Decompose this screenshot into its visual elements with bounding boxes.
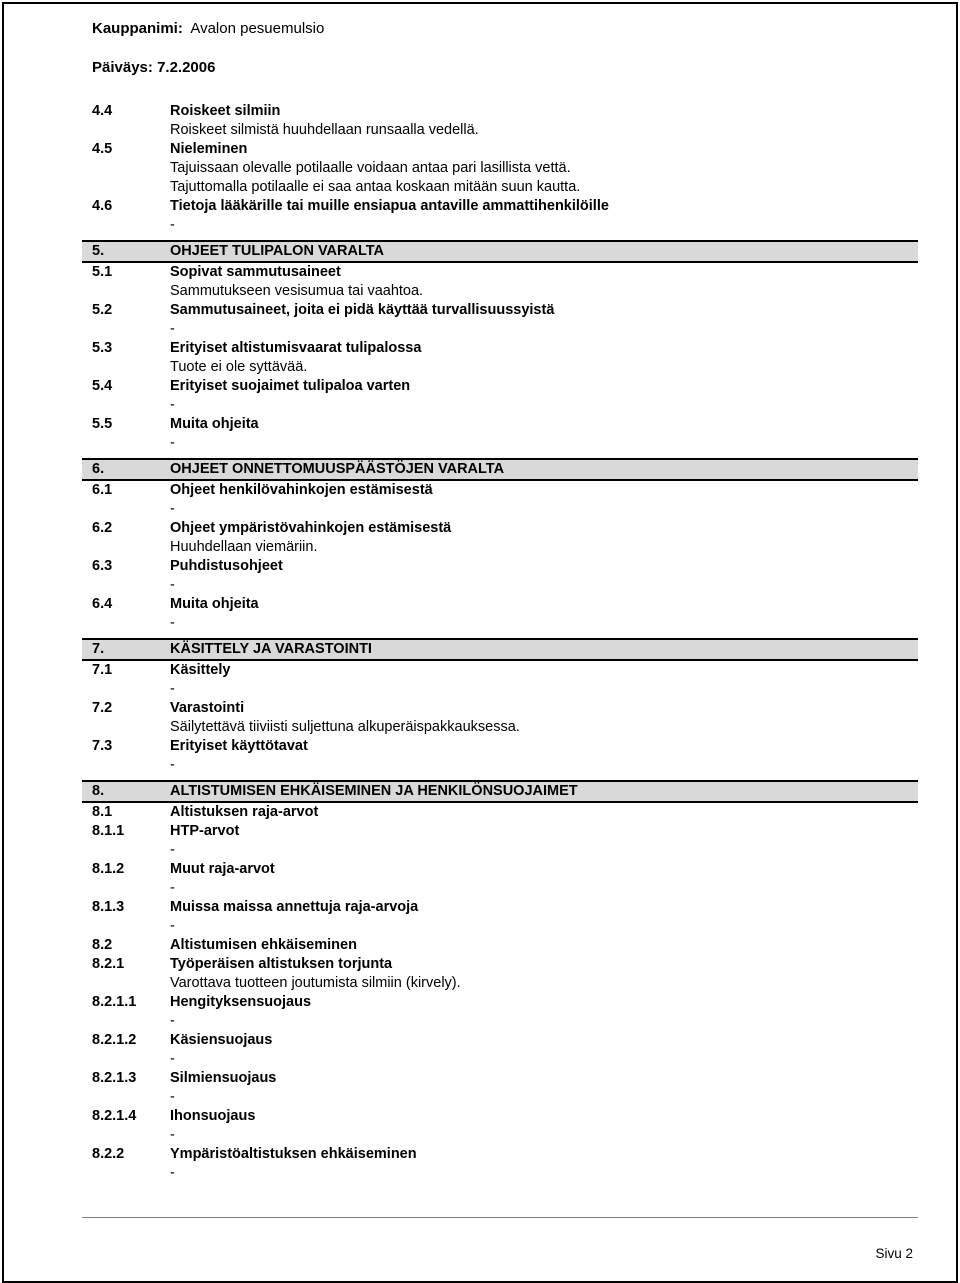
section-heading <box>0 639 960 658</box>
section-text: Sammutukseen vesisumua tai vaahtoa. <box>170 283 424 299</box>
page-number: Sivu 2 <box>875 1246 913 1261</box>
subsection-heading <box>0 263 960 282</box>
section-number: 7.2 <box>92 700 113 716</box>
section-number: 5.4 <box>92 378 113 394</box>
section-title: KÄSITTELY JA VARASTOINTI <box>170 641 372 657</box>
body-text <box>0 159 960 178</box>
subsection-heading <box>0 415 960 434</box>
section-title: Puhdistusohjeet <box>170 558 283 574</box>
section-text: - <box>170 880 175 896</box>
section-number: 4.6 <box>92 198 113 214</box>
section-number: 8. <box>92 783 105 799</box>
section-text: Roiskeet silmistä huuhdellaan runsaalla vedellä. <box>170 122 479 138</box>
section-number: 8.2.1.3 <box>92 1070 137 1086</box>
body-text <box>0 358 960 377</box>
section-title: OHJEET ONNETTOMUUSPÄÄSTÖJEN VARALTA <box>170 461 505 477</box>
section-title: Käsiensuojaus <box>170 1032 273 1048</box>
section-text: - <box>170 321 175 337</box>
section-text: - <box>170 435 175 451</box>
subsection-heading <box>0 197 960 216</box>
body-text <box>0 576 960 595</box>
section-title: Sopivat sammutusaineet <box>170 264 341 280</box>
section-title: Ihonsuojaus <box>170 1108 256 1124</box>
subsection-heading <box>0 557 960 576</box>
section-number: 5.1 <box>92 264 113 280</box>
section-text: - <box>170 681 175 697</box>
section-number: 5. <box>92 243 105 259</box>
section-title: Tietoja lääkärille tai muille ensiapua antaville ammattihenkilöille <box>170 198 609 214</box>
subsection-heading <box>0 1107 960 1126</box>
section-text: - <box>170 217 175 233</box>
section-title: Käsittely <box>170 662 231 678</box>
section-title: OHJEET TULIPALON VARALTA <box>170 243 385 259</box>
section-text: - <box>170 757 175 773</box>
subsection-heading <box>0 140 960 159</box>
body-text <box>0 680 960 699</box>
section-number: 6.3 <box>92 558 113 574</box>
section-title: Varastointi <box>170 700 245 716</box>
subsection-heading <box>0 301 960 320</box>
section-text: - <box>170 1089 175 1105</box>
section-number: 8.1.3 <box>92 899 125 915</box>
section-title: Altistumisen ehkäiseminen <box>170 937 357 953</box>
section-text: - <box>170 918 175 934</box>
subsection-heading <box>0 699 960 718</box>
section-number: 4.4 <box>92 103 113 119</box>
body-text <box>0 500 960 519</box>
section-number: 7. <box>92 641 105 657</box>
section-text: Tuote ei ole syttävää. <box>170 359 308 375</box>
section-text: - <box>170 1165 175 1181</box>
section-heading <box>0 781 960 800</box>
section-number: 6.4 <box>92 596 113 612</box>
subsection-heading <box>0 595 960 614</box>
date-value: 7.2.2006 <box>157 59 216 76</box>
company-value: Avalon pesuemulsio <box>190 20 325 37</box>
subsection-heading <box>0 737 960 756</box>
section-number: 5.5 <box>92 416 113 432</box>
section-title: Ohjeet ympäristövahinkojen estämisestä <box>170 520 452 536</box>
section-number: 8.2.1.2 <box>92 1032 137 1048</box>
section-text: Tajuttomalla potilaalle ei saa antaa koskaan mitään suun kautta. <box>170 179 581 195</box>
section-number: 8.1 <box>92 804 113 820</box>
body-text <box>0 974 960 993</box>
section-text: Tajuissaan olevalle potilaalle voidaan antaa pari lasillista vettä. <box>170 160 571 176</box>
body-text <box>0 216 960 235</box>
body-text <box>0 917 960 936</box>
section-number: 6.2 <box>92 520 113 536</box>
section-text: Huuhdellaan viemäriin. <box>170 539 318 555</box>
subsection-heading <box>0 860 960 879</box>
section-heading <box>0 459 960 478</box>
section-text: Säilytettävä tiiviisti suljettuna alkuperäispakkauksessa. <box>170 719 520 735</box>
body-text <box>0 879 960 898</box>
subsection-heading <box>0 1145 960 1164</box>
section-heading <box>0 241 960 260</box>
body-text <box>0 178 960 197</box>
section-title: Nieleminen <box>170 141 248 157</box>
section-number: 5.2 <box>92 302 113 318</box>
company-name <box>92 20 324 37</box>
section-number: 8.2.2 <box>92 1146 125 1162</box>
footer-divider <box>82 1217 918 1218</box>
subsection-heading <box>0 822 960 841</box>
body-text <box>0 1088 960 1107</box>
body-text <box>0 756 960 775</box>
section-text: - <box>170 842 175 858</box>
section-title: Hengityksensuojaus <box>170 994 312 1010</box>
subsection-heading <box>0 898 960 917</box>
subsection-heading <box>0 955 960 974</box>
section-title: Ohjeet henkilövahinkojen estämisestä <box>170 482 433 498</box>
section-number: 4.5 <box>92 141 113 157</box>
section-title: Ympäristöaltistuksen ehkäiseminen <box>170 1146 417 1162</box>
section-title: ALTISTUMISEN EHKÄISEMINEN JA HENKILÖNSUOJAIMET <box>170 783 578 799</box>
section-text: - <box>170 1051 175 1067</box>
section-title: Muissa maissa annettuja raja-arvoja <box>170 899 419 915</box>
section-number: 6. <box>92 461 105 477</box>
body-text <box>0 1012 960 1031</box>
section-text: - <box>170 577 175 593</box>
section-number: 7.3 <box>92 738 113 754</box>
section-title: HTP-arvot <box>170 823 240 839</box>
section-text: - <box>170 501 175 517</box>
subsection-heading <box>0 102 960 121</box>
section-number: 5.3 <box>92 340 113 356</box>
body-text <box>0 396 960 415</box>
section-text: - <box>170 615 175 631</box>
document-date <box>92 59 215 76</box>
section-text: Varottava tuotteen joutumista silmiin (kirvely). <box>170 975 461 991</box>
subsection-heading <box>0 519 960 538</box>
body-text <box>0 538 960 557</box>
section-title: Muut raja-arvot <box>170 861 275 877</box>
date-label: Päiväys: <box>92 59 153 76</box>
section-number: 6.1 <box>92 482 113 498</box>
section-text: - <box>170 1013 175 1029</box>
section-title: Erityiset käyttötavat <box>170 738 308 754</box>
body-text <box>0 614 960 633</box>
section-title: Sammutusaineet, joita ei pidä käyttää turvallisuussyistä <box>170 302 555 318</box>
body-text <box>0 1050 960 1069</box>
section-title: Roiskeet silmiin <box>170 103 281 119</box>
section-title: Työperäisen altistuksen torjunta <box>170 956 393 972</box>
section-number: 8.2.1 <box>92 956 125 972</box>
subsection-heading <box>0 339 960 358</box>
section-text: - <box>170 1127 175 1143</box>
body-text <box>0 320 960 339</box>
section-title: Erityiset suojaimet tulipaloa varten <box>170 378 411 394</box>
body-text <box>0 434 960 453</box>
section-number: 7.1 <box>92 662 113 678</box>
section-number: 8.2.1.4 <box>92 1108 137 1124</box>
subsection-heading <box>0 481 960 500</box>
section-title: Silmiensuojaus <box>170 1070 277 1086</box>
subsection-heading <box>0 936 960 955</box>
subsection-heading <box>0 1069 960 1088</box>
body-text <box>0 841 960 860</box>
company-label: Kauppanimi: <box>92 20 183 37</box>
body-text <box>0 1126 960 1145</box>
subsection-heading <box>0 377 960 396</box>
body-text <box>0 121 960 140</box>
section-title: Erityiset altistumisvaarat tulipalossa <box>170 340 422 356</box>
section-title: Altistuksen raja-arvot <box>170 804 319 820</box>
subsection-heading <box>0 803 960 822</box>
subsection-heading <box>0 993 960 1012</box>
document-body <box>0 102 960 1183</box>
section-number: 8.1.1 <box>92 823 125 839</box>
body-text <box>0 1164 960 1183</box>
section-title: Muita ohjeita <box>170 416 259 432</box>
subsection-heading <box>0 661 960 680</box>
section-number: 8.2 <box>92 937 113 953</box>
body-text <box>0 718 960 737</box>
section-number: 8.1.2 <box>92 861 125 877</box>
section-text: - <box>170 397 175 413</box>
body-text <box>0 282 960 301</box>
section-number: 8.2.1.1 <box>92 994 137 1010</box>
section-title: Muita ohjeita <box>170 596 259 612</box>
subsection-heading <box>0 1031 960 1050</box>
